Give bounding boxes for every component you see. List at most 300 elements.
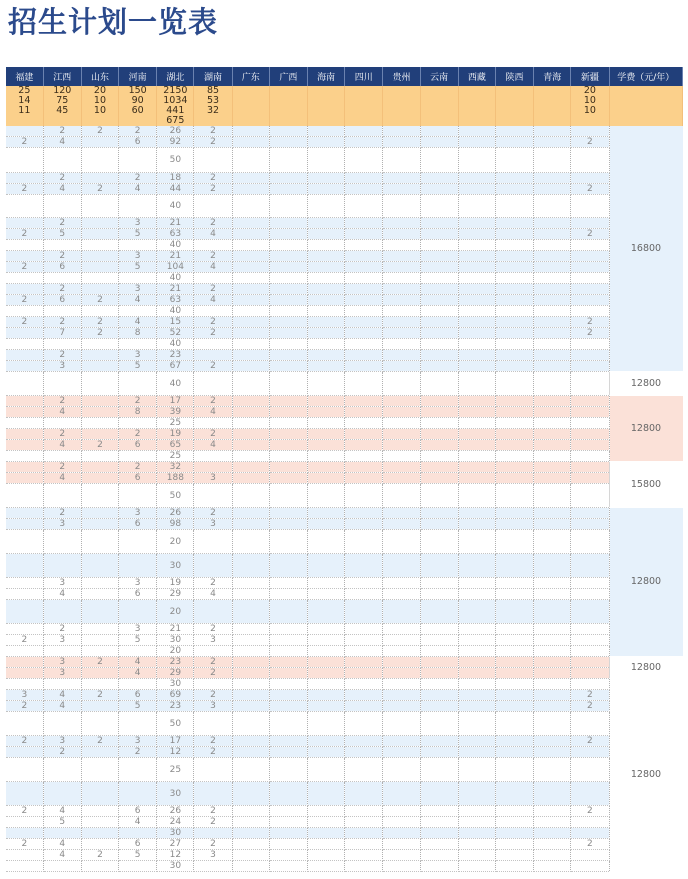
table-cell	[81, 148, 118, 173]
table-cell	[43, 828, 81, 839]
table-cell: 2	[194, 126, 232, 137]
table-cell: 50	[157, 712, 194, 736]
total-cell	[119, 116, 157, 126]
table-cell	[495, 861, 533, 872]
table-cell	[269, 429, 307, 440]
table-cell	[232, 736, 269, 747]
table-cell	[345, 828, 383, 839]
table-cell: 21	[157, 251, 194, 262]
total-row	[6, 116, 683, 126]
table-cell	[345, 484, 383, 508]
table-cell: 4	[43, 690, 81, 701]
table-cell	[308, 850, 345, 861]
table-cell: 8	[119, 407, 157, 418]
table-cell	[6, 712, 43, 736]
table-cell	[571, 295, 609, 306]
table-cell	[232, 850, 269, 861]
table-cell: 21	[157, 284, 194, 295]
table-cell	[420, 712, 458, 736]
table-cell	[383, 372, 420, 396]
table-cell	[269, 600, 307, 624]
tuition-cell: 12800	[609, 508, 683, 657]
table-cell	[81, 758, 118, 782]
total-cell: 75	[43, 96, 81, 106]
table-row	[6, 861, 683, 872]
table-cell: 2	[571, 701, 609, 712]
table-cell	[81, 251, 118, 262]
table-cell	[534, 251, 571, 262]
table-cell	[345, 861, 383, 872]
table-cell	[458, 148, 495, 173]
table-cell	[119, 273, 157, 284]
table-cell	[43, 148, 81, 173]
table-cell	[6, 519, 43, 530]
tuition-cell: 12800	[609, 372, 683, 396]
table-cell	[232, 747, 269, 758]
table-cell: 40	[157, 306, 194, 317]
table-cell	[269, 508, 307, 519]
table-cell	[345, 701, 383, 712]
table-cell	[232, 712, 269, 736]
table-cell	[420, 462, 458, 473]
table-cell	[571, 262, 609, 273]
table-cell	[308, 229, 345, 240]
table-row	[6, 712, 683, 736]
total-cell	[308, 96, 345, 106]
table-cell	[308, 396, 345, 407]
table-cell	[308, 240, 345, 251]
table-cell	[269, 589, 307, 600]
table-cell	[495, 273, 533, 284]
table-cell	[269, 850, 307, 861]
table-cell	[6, 462, 43, 473]
total-cell: 14	[6, 96, 43, 106]
total-cell: 120	[43, 86, 81, 96]
total-fee-cell	[609, 116, 683, 126]
total-fee-cell	[609, 106, 683, 116]
table-cell	[194, 554, 232, 578]
table-cell	[534, 229, 571, 240]
table-cell	[269, 262, 307, 273]
table-cell	[458, 861, 495, 872]
table-cell	[119, 484, 157, 508]
table-cell	[232, 589, 269, 600]
table-cell	[345, 712, 383, 736]
table-cell	[194, 462, 232, 473]
table-cell	[383, 137, 420, 148]
table-cell: 92	[157, 137, 194, 148]
table-cell	[232, 418, 269, 429]
table-cell	[495, 817, 533, 828]
table-cell	[345, 306, 383, 317]
table-cell	[571, 530, 609, 554]
table-cell	[458, 262, 495, 273]
table-cell	[308, 328, 345, 339]
table-cell	[571, 828, 609, 839]
table-cell	[495, 284, 533, 295]
table-cell	[571, 126, 609, 137]
table-cell	[495, 350, 533, 361]
table-cell	[571, 361, 609, 372]
table-row	[6, 418, 683, 429]
total-cell: 675	[157, 116, 194, 126]
table-cell: 3	[119, 350, 157, 361]
table-cell	[345, 589, 383, 600]
table-cell: 2	[194, 690, 232, 701]
table-cell	[6, 508, 43, 519]
table-cell: 4	[43, 184, 81, 195]
table-cell	[495, 137, 533, 148]
table-cell	[345, 578, 383, 589]
table-cell	[534, 317, 571, 328]
total-cell: 11	[6, 106, 43, 116]
table-cell: 30	[157, 554, 194, 578]
table-cell	[308, 624, 345, 635]
table-cell	[495, 295, 533, 306]
table-cell	[345, 372, 383, 396]
table-cell: 2	[571, 690, 609, 701]
table-cell	[383, 361, 420, 372]
table-cell	[534, 462, 571, 473]
table-cell	[534, 407, 571, 418]
table-cell: 2	[571, 184, 609, 195]
total-cell	[383, 96, 420, 106]
table-cell: 2	[6, 736, 43, 747]
table-row	[6, 328, 683, 339]
table-row	[6, 839, 683, 850]
table-cell: 12	[157, 850, 194, 861]
table-cell	[81, 462, 118, 473]
table-cell	[81, 646, 118, 657]
table-cell: 2	[81, 850, 118, 861]
column-header-province: 江西	[43, 67, 81, 86]
table-cell	[308, 418, 345, 429]
table-cell	[458, 589, 495, 600]
table-cell	[345, 440, 383, 451]
table-cell	[458, 817, 495, 828]
table-cell	[6, 273, 43, 284]
table-cell	[345, 782, 383, 806]
table-cell	[269, 126, 307, 137]
table-cell	[6, 589, 43, 600]
table-cell	[119, 240, 157, 251]
table-cell	[495, 317, 533, 328]
table-cell	[534, 295, 571, 306]
table-cell	[308, 828, 345, 839]
table-row	[6, 508, 683, 519]
total-cell	[6, 116, 43, 126]
total-cell	[420, 96, 458, 106]
table-cell	[194, 372, 232, 396]
table-cell	[571, 861, 609, 872]
table-cell	[458, 361, 495, 372]
table-cell: 3	[194, 519, 232, 530]
table-cell: 3	[119, 218, 157, 229]
table-cell	[571, 372, 609, 396]
table-cell	[345, 295, 383, 306]
table-cell	[81, 218, 118, 229]
table-cell: 32	[157, 462, 194, 473]
table-cell: 50	[157, 484, 194, 508]
table-row	[6, 624, 683, 635]
table-cell	[119, 372, 157, 396]
table-cell: 2	[43, 173, 81, 184]
table-cell	[571, 462, 609, 473]
table-cell	[534, 712, 571, 736]
table-cell	[345, 747, 383, 758]
table-cell	[534, 350, 571, 361]
table-cell	[345, 668, 383, 679]
total-cell	[420, 106, 458, 116]
table-cell	[495, 530, 533, 554]
table-cell: 2	[194, 578, 232, 589]
table-cell: 23	[157, 657, 194, 668]
table-cell	[534, 429, 571, 440]
table-cell	[495, 339, 533, 350]
table-cell	[269, 148, 307, 173]
table-cell	[383, 554, 420, 578]
table-cell	[194, 484, 232, 508]
total-cell	[269, 106, 307, 116]
table-cell: 6	[119, 473, 157, 484]
table-cell	[534, 328, 571, 339]
table-cell	[383, 429, 420, 440]
table-cell	[6, 624, 43, 635]
table-cell	[383, 850, 420, 861]
table-row	[6, 747, 683, 758]
table-cell: 2	[119, 429, 157, 440]
table-cell	[458, 295, 495, 306]
table-cell: 2	[43, 218, 81, 229]
table-cell	[495, 306, 533, 317]
table-cell	[458, 339, 495, 350]
table-cell: 25	[157, 418, 194, 429]
table-cell	[345, 317, 383, 328]
table-cell: 3	[119, 578, 157, 589]
table-cell	[345, 806, 383, 817]
total-cell: 150	[119, 86, 157, 96]
table-cell	[571, 407, 609, 418]
table-cell: 3	[194, 635, 232, 646]
table-cell	[6, 758, 43, 782]
table-cell	[420, 530, 458, 554]
table-cell: 7	[43, 328, 81, 339]
table-cell	[458, 690, 495, 701]
table-cell	[345, 229, 383, 240]
table-cell	[458, 184, 495, 195]
total-cell	[43, 116, 81, 126]
table-cell	[458, 530, 495, 554]
table-cell	[81, 589, 118, 600]
table-cell: 2	[194, 624, 232, 635]
table-cell	[534, 473, 571, 484]
table-cell	[383, 690, 420, 701]
table-cell	[458, 440, 495, 451]
table-cell	[269, 519, 307, 530]
table-cell: 6	[119, 589, 157, 600]
table-cell	[383, 668, 420, 679]
table-row	[6, 240, 683, 251]
table-cell	[420, 701, 458, 712]
table-cell	[194, 306, 232, 317]
total-cell	[269, 116, 307, 126]
table-cell	[420, 839, 458, 850]
table-cell	[232, 184, 269, 195]
table-cell	[81, 262, 118, 273]
table-cell	[458, 396, 495, 407]
table-cell: 30	[157, 635, 194, 646]
table-cell	[232, 462, 269, 473]
total-cell	[308, 86, 345, 96]
table-cell	[345, 679, 383, 690]
table-cell	[420, 861, 458, 872]
table-cell	[345, 646, 383, 657]
table-cell: 2	[81, 126, 118, 137]
table-cell	[194, 240, 232, 251]
table-cell: 67	[157, 361, 194, 372]
table-cell	[458, 350, 495, 361]
table-cell	[571, 657, 609, 668]
table-cell	[420, 195, 458, 218]
table-cell	[571, 624, 609, 635]
table-cell	[194, 273, 232, 284]
table-cell: 2	[194, 137, 232, 148]
table-cell	[119, 758, 157, 782]
total-cell: 20	[81, 86, 118, 96]
table-row	[6, 173, 683, 184]
total-cell: 10	[81, 96, 118, 106]
table-cell: 2	[81, 690, 118, 701]
table-cell	[308, 701, 345, 712]
table-cell: 2	[43, 350, 81, 361]
table-cell	[6, 418, 43, 429]
table-cell	[458, 195, 495, 218]
table-cell	[534, 806, 571, 817]
table-cell	[458, 578, 495, 589]
table-cell	[571, 240, 609, 251]
table-cell	[458, 758, 495, 782]
table-cell: 3	[119, 251, 157, 262]
table-cell: 3	[194, 850, 232, 861]
table-cell: 69	[157, 690, 194, 701]
table-row	[6, 736, 683, 747]
table-cell	[81, 679, 118, 690]
table-cell: 2	[194, 218, 232, 229]
page-title: 招生计划一览表	[8, 5, 219, 39]
table-cell: 2	[43, 317, 81, 328]
table-cell	[571, 679, 609, 690]
table-cell	[308, 407, 345, 418]
table-cell	[194, 758, 232, 782]
table-cell	[383, 407, 420, 418]
table-cell	[420, 262, 458, 273]
table-cell: 6	[119, 806, 157, 817]
table-cell	[345, 407, 383, 418]
table-cell	[43, 530, 81, 554]
table-cell	[81, 712, 118, 736]
table-cell	[534, 484, 571, 508]
table-cell	[495, 451, 533, 462]
table-cell	[308, 284, 345, 295]
table-cell: 26	[157, 508, 194, 519]
table-cell	[269, 578, 307, 589]
table-cell: 40	[157, 339, 194, 350]
table-cell	[458, 418, 495, 429]
table-cell	[269, 240, 307, 251]
total-cell	[232, 106, 269, 116]
table-cell	[43, 339, 81, 350]
table-cell	[232, 328, 269, 339]
table-cell	[534, 361, 571, 372]
table-cell: 30	[157, 679, 194, 690]
table-cell	[6, 850, 43, 861]
table-cell: 104	[157, 262, 194, 273]
table-cell	[308, 317, 345, 328]
table-row	[6, 806, 683, 817]
table-cell	[6, 350, 43, 361]
table-cell: 4	[43, 701, 81, 712]
table-cell	[232, 646, 269, 657]
table-cell	[534, 396, 571, 407]
total-cell	[383, 106, 420, 116]
column-header-province: 青海	[534, 67, 571, 86]
table-cell	[495, 554, 533, 578]
total-cell	[420, 116, 458, 126]
table-cell	[6, 195, 43, 218]
total-cell: 32	[194, 106, 232, 116]
table-cell	[534, 839, 571, 850]
tuition-cell: 12800	[609, 657, 683, 679]
table-cell	[6, 372, 43, 396]
table-cell	[571, 554, 609, 578]
table-cell	[534, 418, 571, 429]
column-header-province: 海南	[308, 67, 345, 86]
table-cell	[458, 484, 495, 508]
table-row	[6, 589, 683, 600]
table-cell	[119, 828, 157, 839]
table-cell	[458, 657, 495, 668]
table-cell	[43, 372, 81, 396]
tuition-cell: 12800	[609, 396, 683, 462]
table-cell: 2	[81, 328, 118, 339]
table-cell	[308, 429, 345, 440]
table-cell	[269, 828, 307, 839]
table-cell	[383, 701, 420, 712]
table-cell	[269, 328, 307, 339]
table-cell: 39	[157, 407, 194, 418]
total-cell	[458, 116, 495, 126]
table-cell	[43, 484, 81, 508]
table-cell	[81, 519, 118, 530]
table-cell	[534, 530, 571, 554]
table-cell	[495, 712, 533, 736]
table-cell	[43, 646, 81, 657]
table-cell: 4	[119, 657, 157, 668]
table-row	[6, 126, 683, 137]
table-cell	[269, 712, 307, 736]
table-cell	[194, 646, 232, 657]
table-cell	[534, 218, 571, 229]
table-cell	[534, 701, 571, 712]
table-cell: 63	[157, 295, 194, 306]
table-cell	[269, 396, 307, 407]
table-cell	[534, 284, 571, 295]
table-cell	[232, 295, 269, 306]
table-cell	[420, 554, 458, 578]
table-cell	[495, 701, 533, 712]
table-cell: 3	[43, 736, 81, 747]
table-cell	[345, 262, 383, 273]
